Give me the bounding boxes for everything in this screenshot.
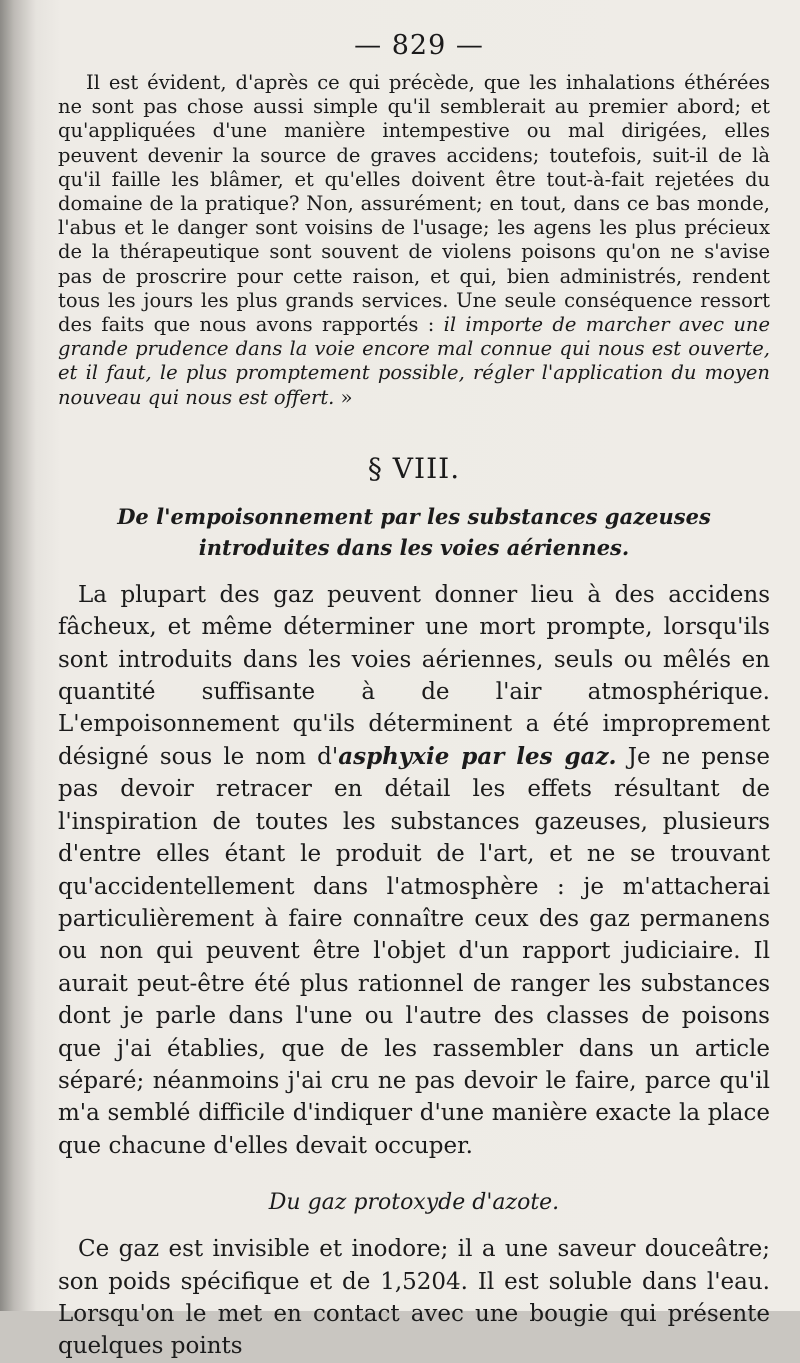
paragraph-emphasis: il importe de marcher avec une grande prudence dans la voie encore mal connue qui nous est ouverte, et il faut, le plus promptement possible, régler l'application du moyen nouveau qui nous est offert. (58, 313, 770, 409)
section-title: § VIII. (367, 451, 461, 485)
paragraph-gases-intro (58, 579, 770, 1162)
paragraph-text: La plupart des gaz peuvent donner lieu à des accidens fâcheux, et même déterminer une mort prompte, lorsqu'ils sont introduits dans les voies aériennes, seuls ou mêlés en quantité suffisante à de l'air atmosphérique. L'empoisonnement qu'ils déterminent a été improprement désigné sous le nom d' (58, 581, 770, 770)
page-number: — 829 — (354, 30, 484, 61)
subsection-title: Du gaz protoxyde d'azote. (268, 1190, 560, 1216)
paragraph-text: Ce gaz est invisible et inodore; il a une saveur douceâtre; son poids spécifique et de 1,5204. Il est soluble dans l'eau. Lorsqu'on le met en contact avec une bougie qui présente quelques points (58, 1236, 770, 1360)
section-subtitle: De l'empoisonnement par les substances gazeuses introduites dans les voies aériennes. (117, 503, 711, 560)
paragraph-closing-quote: » (334, 385, 353, 409)
paragraph-emphasis: asphyxie par les gaz. (338, 742, 617, 770)
paragraph-ether-inhalations (58, 71, 770, 410)
paragraph-text: Il est évident, d'après ce qui précède, que les inhalations éthérées ne sont pas chose aussi simple qu'il semblerait au premier abord; et qu'appliquées d'une manière intempestive ou mal dirigées, elles peuvent devenir la source de graves accidens; toutefois, suit-il de là qu'il faille les blâmer, et qu'elles doivent être tout-à-fait rejetées du domaine de la pratique? Non, assurément; en tout, dans ce bas monde, l'abus et le danger sont voisins de l'usage; les agens les plus précieux de la thérapeutique sont souvent de violens poisons qu'on ne s'avise pas de proscrire pour cette raison, et qui, bien administrés, rendent tous les jours les plus grands services. Une seule conséquence ressort des faits que nous avons rapportés : (58, 71, 770, 337)
paragraph-nitrous-oxide (58, 1233, 770, 1363)
paragraph-text-continued: Je ne pense pas devoir retracer en détail les effets résultant de l'inspiration de toutes les substances gazeuses, plusieurs d'entre elles étant le produit de l'art, et ne se trouvant qu'accidentellement dans l'atmosphère : je m'attacherai particulièrement à faire connaître ceux des gaz permanens ou non qui peuvent être l'objet d'un rapport judiciaire. Il aurait peut-être été plus rationnel de ranger les substances dont je parle dans l'une ou l'autre des classes de poisons que j'ai établies, que de les rassembler dans un article séparé; néanmoins j'ai cru ne pas devoir le faire, parce qu'il m'a semblé difficile d'indiquer d'une manière exacte la place que chacune d'elles devait occuper. (58, 743, 770, 1159)
